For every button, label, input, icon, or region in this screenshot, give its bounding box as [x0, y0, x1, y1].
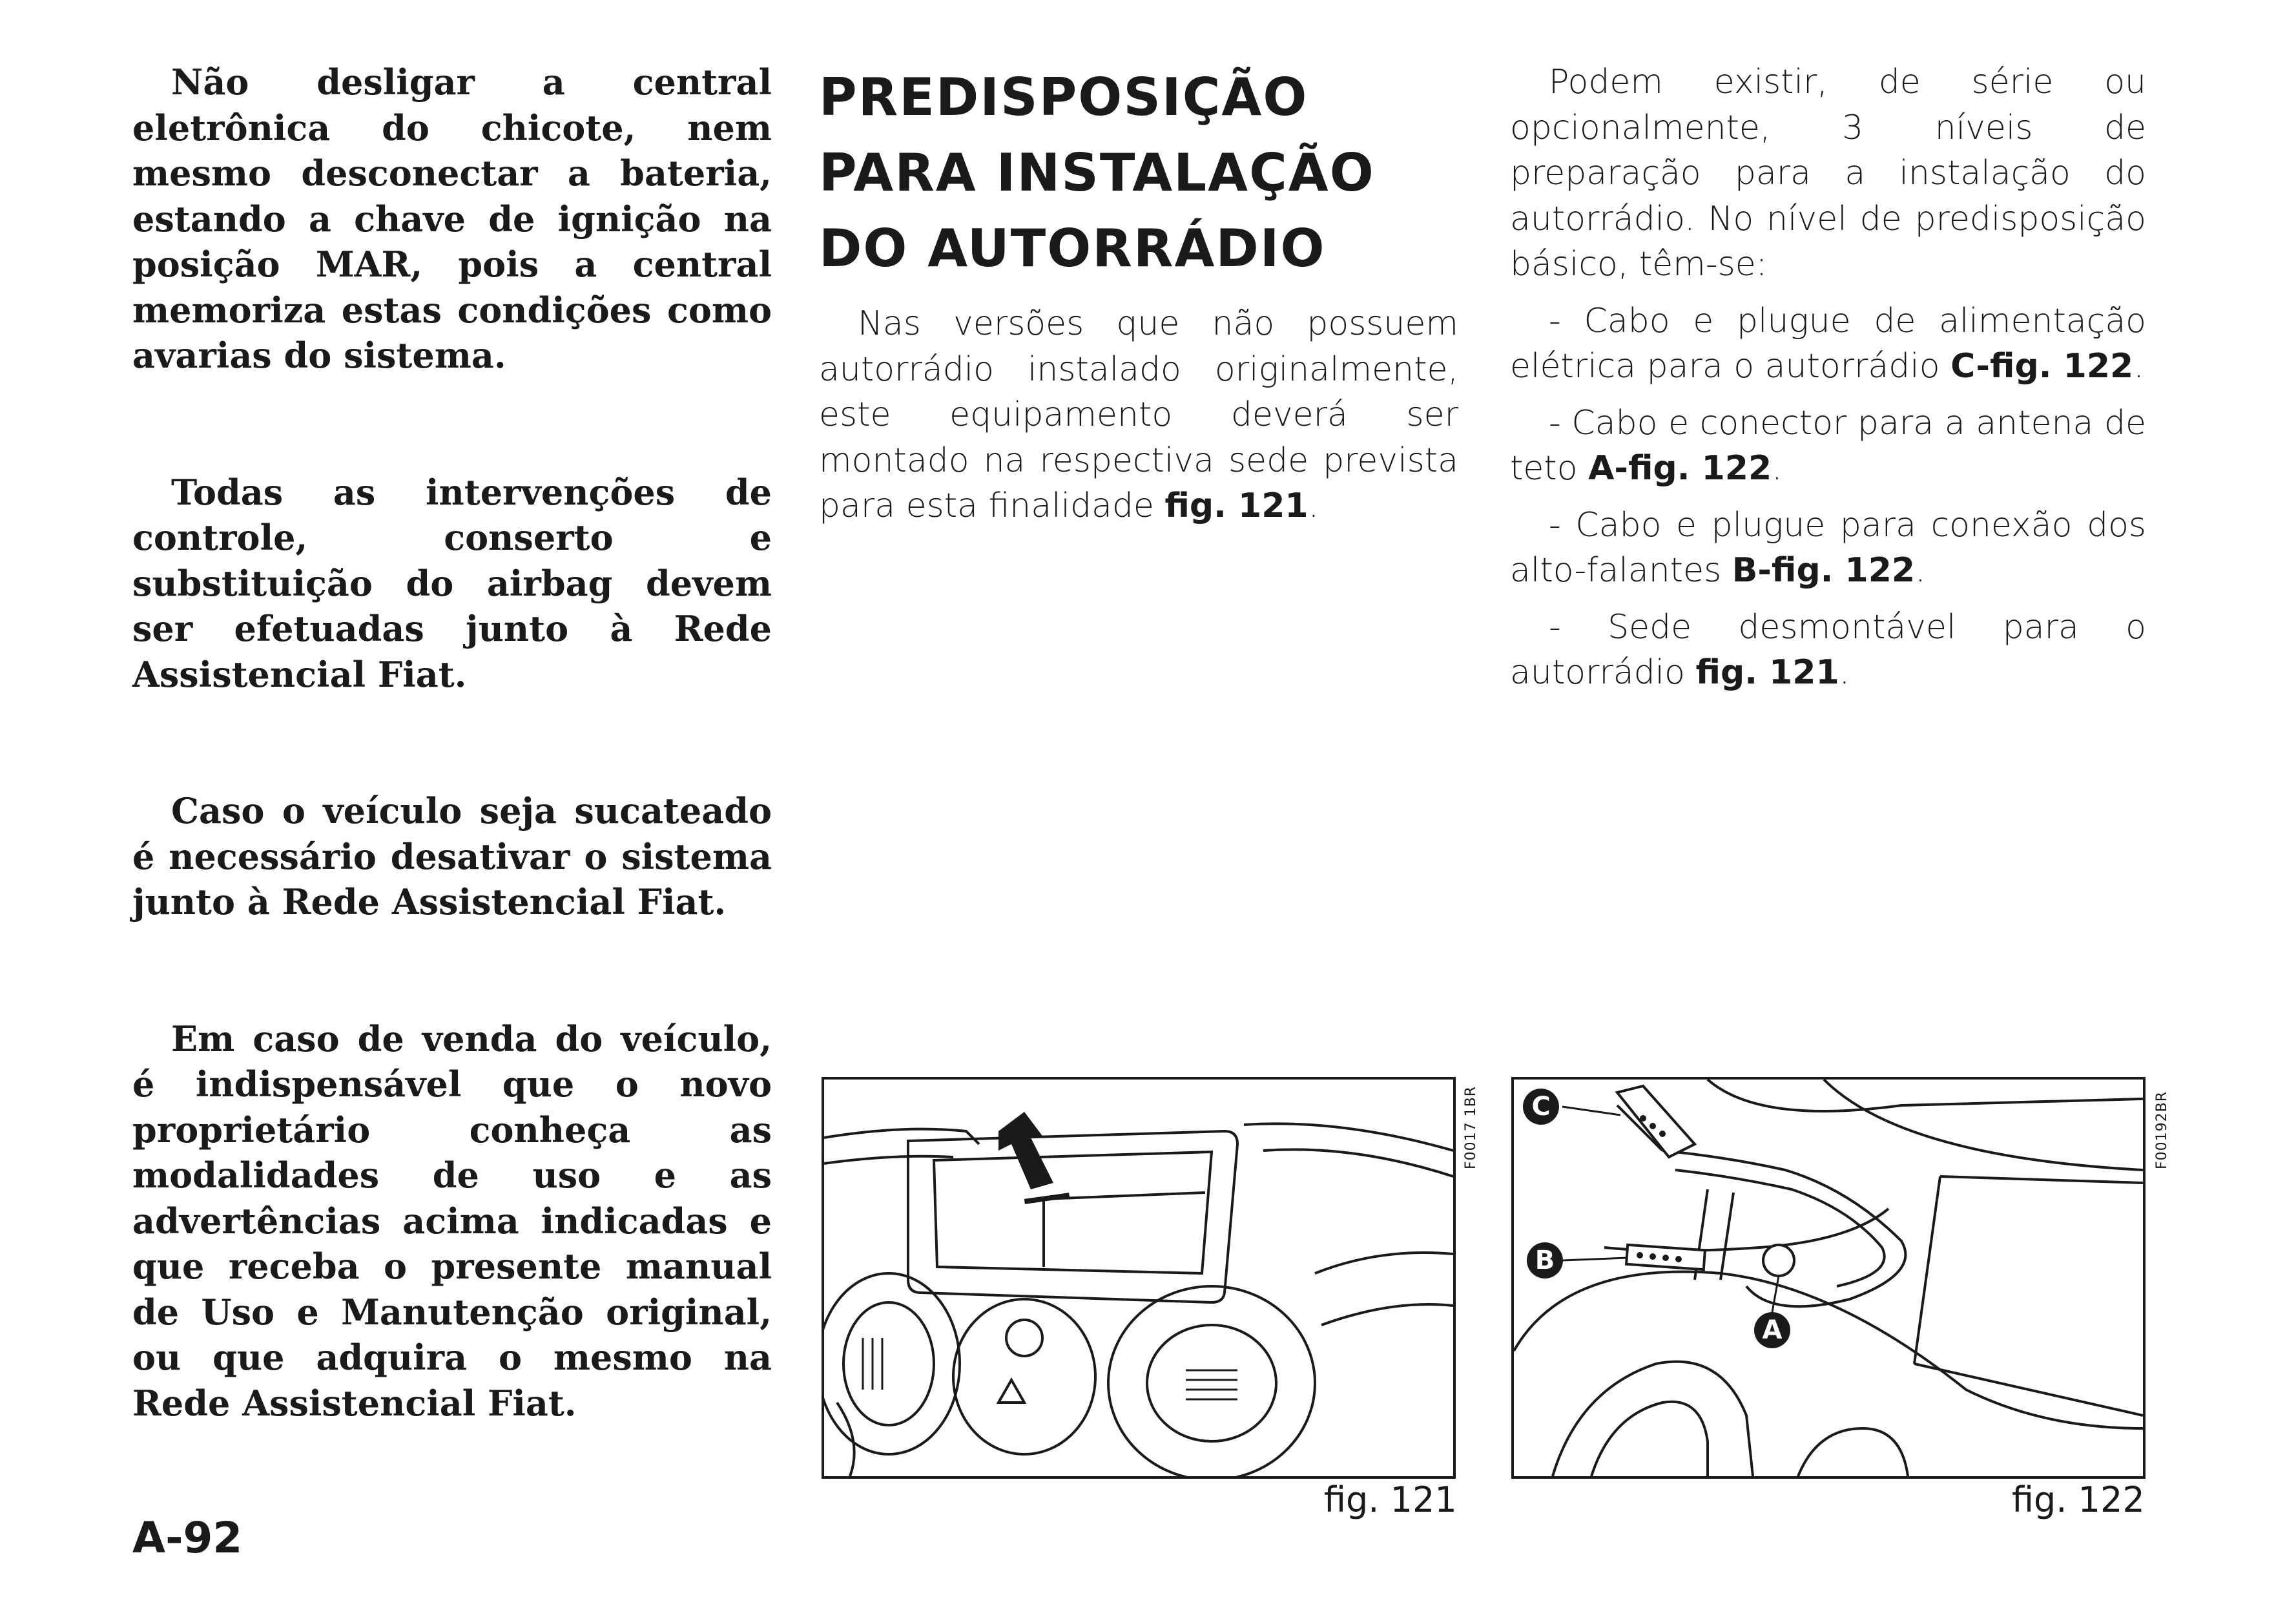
figure-122-wiring — [1511, 1077, 2146, 1479]
warning-paragraph-3: Caso o veículo seja sucateado é necessário desativar o sistema junto à Rede Assistencial Fiat. — [132, 790, 772, 923]
item-text: - Cabo e plugue de alimentação elétrica para o autorrádio — [1510, 301, 2146, 386]
figure-122-code: F00192BR — [2154, 1091, 2170, 1169]
heading-line-1: PREDISPOSIÇÃO — [819, 67, 1308, 127]
levels-intro: Podem existir, de série ou opcionalmente, 3 níveis de preparação para a instalação do autorrádio. No nível de predisposição básico, têm-se: — [1510, 63, 2146, 284]
dashboard-radio-slot-illustration — [824, 1080, 1453, 1476]
intro-column — [819, 301, 1458, 529]
intro-fig-ref: fig. 121 — [1164, 486, 1308, 525]
item-text: - Sede desmontável para o autorrádio — [1510, 607, 2146, 692]
list-item — [1510, 605, 2146, 696]
section-heading — [819, 59, 1484, 286]
right-column — [1510, 59, 2146, 696]
radio-cables-illustration — [1514, 1080, 2143, 1476]
item-end: . — [1915, 551, 1926, 590]
figure-121-caption: fig. 121 — [1324, 1479, 1457, 1520]
callout-c-badge: C — [1523, 1089, 1559, 1125]
item-ref: fig. 121 — [1695, 653, 1839, 692]
intro-text: Nas versões que não possuem autorrádio instalado originalmente, este equipamento deverá ser montado na respectiva sede prevista para esta finalidade — [819, 304, 1458, 525]
item-ref: C-fig. 122 — [1950, 347, 2134, 386]
intro-end: . — [1308, 486, 1319, 525]
list-item — [1510, 401, 2146, 492]
item-text: - Cabo e plugue para conexão dos alto-falantes — [1510, 505, 2146, 590]
figure-121-code: F0017 1BR — [1463, 1085, 1479, 1169]
warning-paragraph-2: Todas as intervenções de controle, conserto e substituição do airbag devem ser efetuadas junto à Rede Assistencial Fiat. — [132, 471, 772, 695]
page-number: A-92 — [132, 1513, 243, 1563]
heading-line-3: DO AUTORRÁDIO — [819, 218, 1326, 278]
item-end: . — [1772, 449, 1783, 488]
callout-a-badge: A — [1754, 1312, 1790, 1348]
item-ref: A-fig. 122 — [1588, 449, 1772, 488]
item-ref: B-fig. 122 — [1732, 551, 1916, 590]
item-end: . — [2133, 347, 2144, 386]
callout-b-badge: B — [1527, 1242, 1563, 1279]
list-item — [1510, 298, 2146, 390]
figure-121-dashboard — [822, 1077, 1456, 1479]
item-end: . — [1839, 653, 1850, 692]
warning-paragraph-4: Em caso de venda do veículo, é indispensável que o novo proprietário conheça as modalidades de uso e as advertências acima indicadas e que receba o presente manual de Uso e Manutenção original, ou que adquira o mesmo na Rede Assistencial Fiat. — [132, 1018, 772, 1424]
item-text: - Cabo e conector para a antena de teto — [1510, 403, 2146, 488]
figure-122-caption: fig. 122 — [2012, 1479, 2145, 1520]
list-item — [1510, 503, 2146, 594]
left-column — [132, 59, 772, 1426]
warning-paragraph-1: Não desligar a central eletrônica do chicote, nem mesmo desconectar a bateria, estando a chave de ignição na posição MAR, pois a central memoriza estas condições como avarias do sistema. — [132, 61, 772, 376]
intro-paragraph — [819, 301, 1458, 529]
heading-line-2: PARA INSTALAÇÃO — [819, 143, 1375, 203]
